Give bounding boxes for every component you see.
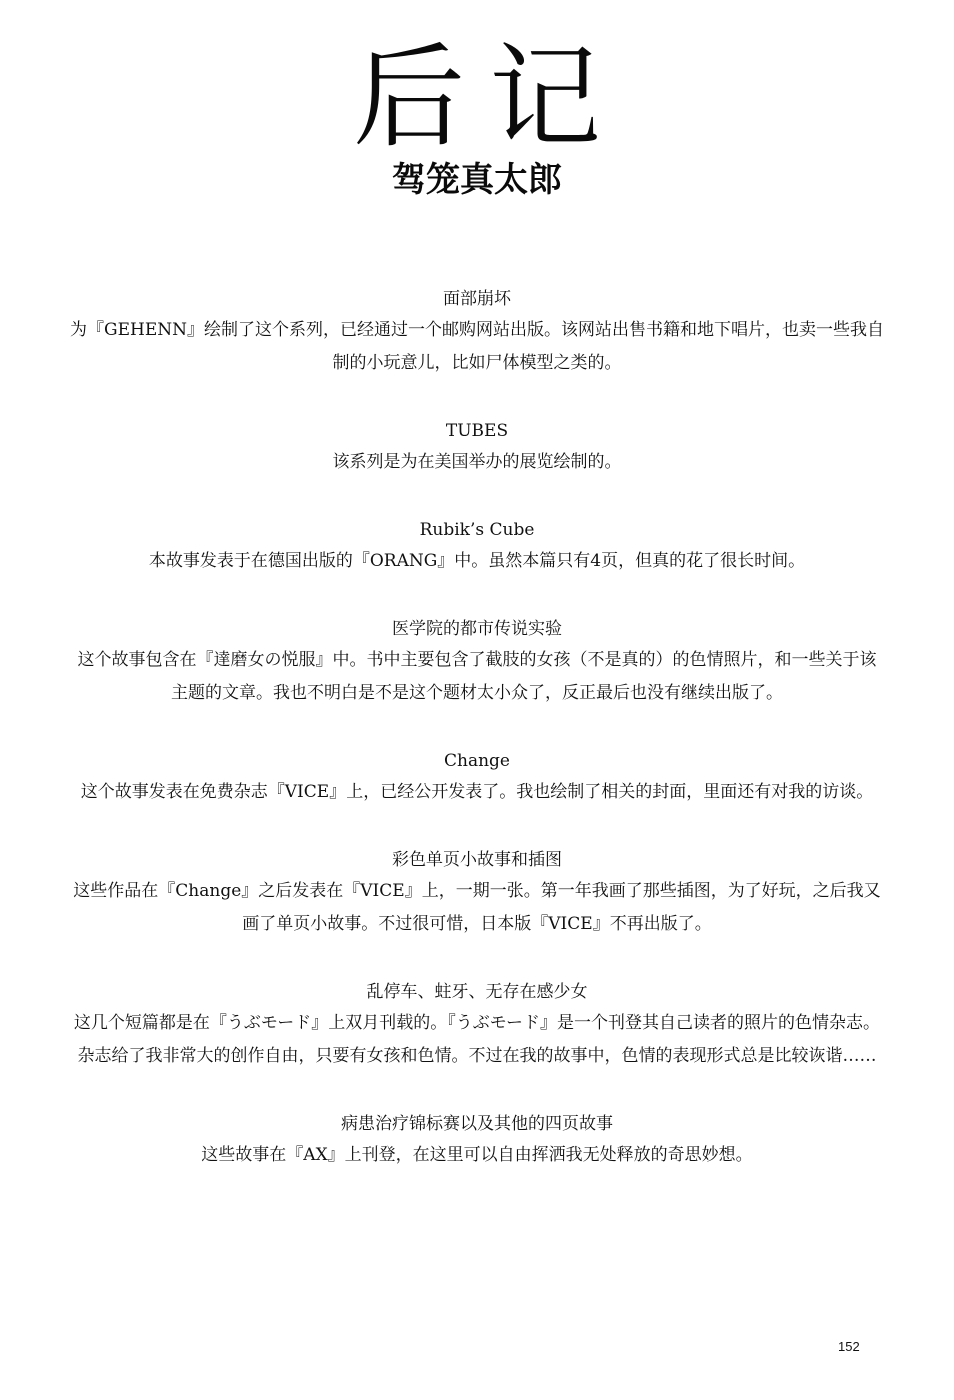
work-note-section: [70, 284, 884, 380]
page-title: 后记: [353, 33, 625, 163]
work-note-section: [70, 614, 884, 710]
work-note-body: 为『GEHENN』绘制了这个系列，已经通过一个邮购网站出版。该网站出售书籍和地下唱片，也卖一些我自制的小玩意儿，比如尸体模型之类的。: [70, 320, 884, 373]
work-note-body: 本故事发表于在德国出版的『ORANG』中。虽然本篇只有4页，但真的花了很长时间。: [148, 551, 806, 571]
work-note-section: [70, 515, 884, 578]
work-note-body: 这些故事在『AX』上刊登，在这里可以自由挥洒我无处释放的奇思妙想。: [201, 1145, 753, 1165]
work-note-title: Rubik’s Cube: [419, 520, 535, 540]
work-note-title: 彩色单页小故事和插图: [392, 850, 562, 870]
work-note-section: [70, 416, 884, 479]
work-note-section: [70, 977, 884, 1073]
work-note-title: 面部崩坏: [443, 289, 511, 309]
work-note-section: [70, 746, 884, 809]
work-note-body: 这个故事包含在『達磨女の悦服』中。书中主要包含了截肢的女孩（不是真的）的色情照片，和一些关于该主题的文章。我也不明白是不是这个题材太小众了，反正最后也没有继续出版了。: [77, 650, 877, 703]
work-notes-list: [70, 284, 884, 1208]
work-note-body: 这个故事发表在免费杂志『VICE』上，已经公开发表了。我也绘制了相关的封面，里面还有对我的访谈。: [80, 782, 874, 802]
work-note-title: 医学院的都市传说实验: [392, 619, 562, 639]
work-note-section: [70, 1109, 884, 1172]
work-note-body: 这几个短篇都是在『うぶモード』上双月刊载的。『うぶモード』是一个刊登其自己读者的照片的色情杂志。杂志给了我非常大的创作自由，只要有女孩和色情。不过在我的故事中，色情的表现形式总是比较诙谐……: [73, 1013, 881, 1066]
author-name: 驾笼真太郎: [392, 160, 562, 200]
work-note-body: 这些作品在『Change』之后发表在『VICE』上，一期一张。第一年我画了那些插图，为了好玩，之后我又画了单页小故事。不过很可惜，日本版『VICE』不再出版了。: [73, 881, 881, 934]
page-number: 152: [838, 1339, 860, 1354]
work-note-title: Change: [444, 751, 510, 771]
work-note-body: 该系列是为在美国举办的展览绘制的。: [332, 452, 622, 472]
work-note-title: 病患治疗锦标赛以及其他的四页故事: [341, 1114, 613, 1134]
work-note-title: 乱停车、蛀牙、无存在感少女: [366, 982, 588, 1002]
work-note-section: [70, 845, 884, 941]
work-note-title: TUBES: [445, 421, 509, 441]
